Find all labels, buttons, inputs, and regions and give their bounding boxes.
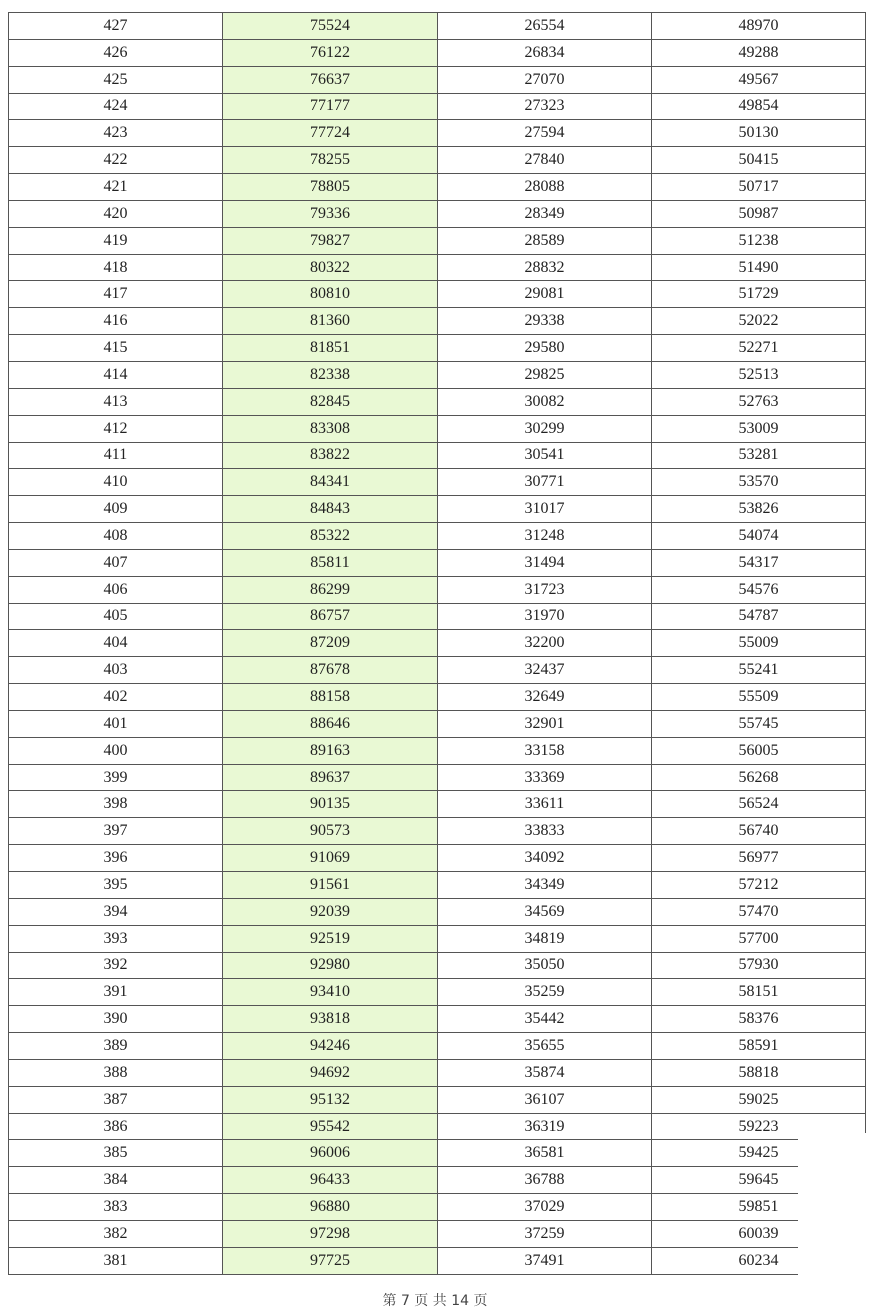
table-cell: 412 — [9, 415, 223, 442]
table-cell: 75524 — [223, 13, 438, 40]
table-row — [9, 1086, 866, 1113]
table-cell: 31248 — [438, 523, 652, 550]
table-cell: 49854 — [652, 93, 866, 120]
table-row — [9, 818, 866, 845]
table-cell: 80322 — [223, 254, 438, 281]
table-cell: 393 — [9, 925, 223, 952]
table-cell: 415 — [9, 335, 223, 362]
table-row — [9, 388, 866, 415]
table-cell: 34819 — [438, 925, 652, 952]
table-cell: 57700 — [652, 925, 866, 952]
table-cell: 59025 — [652, 1086, 866, 1113]
table-cell: 52022 — [652, 308, 866, 335]
table-cell: 31494 — [438, 549, 652, 576]
table-cell: 80810 — [223, 281, 438, 308]
table-cell: 58818 — [652, 1059, 866, 1086]
table-cell: 87209 — [223, 630, 438, 657]
table-cell: 384 — [9, 1167, 223, 1194]
table-cell: 56268 — [652, 764, 866, 791]
table-cell: 34092 — [438, 845, 652, 872]
table-cell: 55509 — [652, 684, 866, 711]
table-cell: 58591 — [652, 1033, 866, 1060]
table-cell: 425 — [9, 66, 223, 93]
table-cell: 56005 — [652, 737, 866, 764]
table-row — [9, 710, 866, 737]
table-cell: 426 — [9, 39, 223, 66]
table-row — [9, 791, 866, 818]
table-row — [9, 1220, 866, 1247]
table-cell: 59851 — [652, 1194, 866, 1221]
table-cell: 49567 — [652, 66, 866, 93]
table-cell: 58151 — [652, 979, 866, 1006]
table-cell: 87678 — [223, 657, 438, 684]
table-cell: 416 — [9, 308, 223, 335]
table-cell: 79336 — [223, 200, 438, 227]
table-cell: 29081 — [438, 281, 652, 308]
table-cell: 89637 — [223, 764, 438, 791]
table-cell: 97298 — [223, 1220, 438, 1247]
table-row — [9, 1140, 866, 1167]
table-cell: 30771 — [438, 469, 652, 496]
table-cell: 32901 — [438, 710, 652, 737]
table-cell: 414 — [9, 361, 223, 388]
table-cell: 35259 — [438, 979, 652, 1006]
table-cell: 27323 — [438, 93, 652, 120]
table-cell: 36319 — [438, 1113, 652, 1140]
table-cell: 386 — [9, 1113, 223, 1140]
table-cell: 57470 — [652, 898, 866, 925]
table-row — [9, 657, 866, 684]
table-cell: 90135 — [223, 791, 438, 818]
table-cell: 50987 — [652, 200, 866, 227]
table-cell: 30541 — [438, 442, 652, 469]
table-cell: 55009 — [652, 630, 866, 657]
table-cell: 91561 — [223, 872, 438, 899]
table-row — [9, 147, 866, 174]
table-cell: 90573 — [223, 818, 438, 845]
table-cell: 88158 — [223, 684, 438, 711]
table-cell: 383 — [9, 1194, 223, 1221]
table-row — [9, 227, 866, 254]
table-cell: 53570 — [652, 469, 866, 496]
table-cell: 53826 — [652, 496, 866, 523]
table-cell: 37259 — [438, 1220, 652, 1247]
table-cell: 31723 — [438, 576, 652, 603]
table-cell: 427 — [9, 13, 223, 40]
table-cell: 424 — [9, 93, 223, 120]
table-row — [9, 442, 866, 469]
table-cell: 399 — [9, 764, 223, 791]
table-cell: 84341 — [223, 469, 438, 496]
table-cell: 59425 — [652, 1140, 866, 1167]
table-cell: 405 — [9, 603, 223, 630]
table-row — [9, 979, 866, 1006]
table-cell: 51490 — [652, 254, 866, 281]
table-cell: 91069 — [223, 845, 438, 872]
table-cell: 81851 — [223, 335, 438, 362]
table-cell: 77724 — [223, 120, 438, 147]
table-row — [9, 200, 866, 227]
table-cell: 26554 — [438, 13, 652, 40]
table-cell: 83308 — [223, 415, 438, 442]
table-cell: 83822 — [223, 442, 438, 469]
table-cell: 401 — [9, 710, 223, 737]
table-cell: 28088 — [438, 174, 652, 201]
table-cell: 34349 — [438, 872, 652, 899]
table-row — [9, 120, 866, 147]
table-cell: 418 — [9, 254, 223, 281]
table-cell: 78255 — [223, 147, 438, 174]
table-cell: 95542 — [223, 1113, 438, 1140]
table-row — [9, 66, 866, 93]
table-cell: 35874 — [438, 1059, 652, 1086]
table-cell: 86299 — [223, 576, 438, 603]
table-cell: 56740 — [652, 818, 866, 845]
table-cell: 382 — [9, 1220, 223, 1247]
table-cell: 53009 — [652, 415, 866, 442]
score-table-body — [9, 13, 866, 1275]
table-row — [9, 1194, 866, 1221]
table-cell: 36581 — [438, 1140, 652, 1167]
table-row — [9, 549, 866, 576]
table-cell: 394 — [9, 898, 223, 925]
table-row — [9, 684, 866, 711]
table-cell: 54317 — [652, 549, 866, 576]
table-cell: 54074 — [652, 523, 866, 550]
table-cell: 56977 — [652, 845, 866, 872]
table-cell: 423 — [9, 120, 223, 147]
table-row — [9, 872, 866, 899]
table-cell: 33833 — [438, 818, 652, 845]
table-cell: 30082 — [438, 388, 652, 415]
table-cell: 391 — [9, 979, 223, 1006]
table-cell: 88646 — [223, 710, 438, 737]
table-cell: 396 — [9, 845, 223, 872]
table-cell: 50717 — [652, 174, 866, 201]
table-cell: 55745 — [652, 710, 866, 737]
table-cell: 398 — [9, 791, 223, 818]
table-cell: 92519 — [223, 925, 438, 952]
table-row — [9, 361, 866, 388]
table-cell: 48970 — [652, 13, 866, 40]
table-row — [9, 952, 866, 979]
table-row — [9, 1247, 866, 1274]
table-cell: 82845 — [223, 388, 438, 415]
table-cell: 34569 — [438, 898, 652, 925]
table-cell: 53281 — [652, 442, 866, 469]
table-cell: 33158 — [438, 737, 652, 764]
table-cell: 421 — [9, 174, 223, 201]
table-cell: 89163 — [223, 737, 438, 764]
table-cell: 79827 — [223, 227, 438, 254]
table-row — [9, 1113, 866, 1140]
table-cell: 402 — [9, 684, 223, 711]
table-cell: 60039 — [652, 1220, 866, 1247]
table-cell: 96006 — [223, 1140, 438, 1167]
page-footer: 第 7 页 共 14 页 — [382, 1293, 488, 1309]
table-cell: 37029 — [438, 1194, 652, 1221]
table-row — [9, 898, 866, 925]
table-cell: 385 — [9, 1140, 223, 1167]
scan-edge — [798, 1133, 870, 1301]
table-cell: 420 — [9, 200, 223, 227]
table-cell: 60234 — [652, 1247, 866, 1274]
table-row — [9, 630, 866, 657]
table-cell: 81360 — [223, 308, 438, 335]
table-cell: 59645 — [652, 1167, 866, 1194]
table-cell: 31970 — [438, 603, 652, 630]
table-cell: 395 — [9, 872, 223, 899]
table-cell: 387 — [9, 1086, 223, 1113]
table-cell: 94246 — [223, 1033, 438, 1060]
table-cell: 76122 — [223, 39, 438, 66]
table-cell: 32200 — [438, 630, 652, 657]
table-row — [9, 576, 866, 603]
table-row — [9, 737, 866, 764]
table-cell: 410 — [9, 469, 223, 496]
table-cell: 30299 — [438, 415, 652, 442]
table-cell: 392 — [9, 952, 223, 979]
table-cell: 85322 — [223, 523, 438, 550]
table-cell: 84843 — [223, 496, 438, 523]
table-row — [9, 13, 866, 40]
table-cell: 32649 — [438, 684, 652, 711]
table-cell: 27594 — [438, 120, 652, 147]
table-cell: 95132 — [223, 1086, 438, 1113]
table-row — [9, 925, 866, 952]
table-cell: 381 — [9, 1247, 223, 1274]
table-cell: 413 — [9, 388, 223, 415]
table-cell: 408 — [9, 523, 223, 550]
table-cell: 35655 — [438, 1033, 652, 1060]
table-cell: 29338 — [438, 308, 652, 335]
table-cell: 33369 — [438, 764, 652, 791]
table-cell: 28349 — [438, 200, 652, 227]
table-cell: 57930 — [652, 952, 866, 979]
table-cell: 50415 — [652, 147, 866, 174]
table-cell: 35050 — [438, 952, 652, 979]
table-cell: 37491 — [438, 1247, 652, 1274]
table-cell: 417 — [9, 281, 223, 308]
score-table — [8, 12, 866, 1275]
table-cell: 409 — [9, 496, 223, 523]
table-cell: 390 — [9, 1006, 223, 1033]
table-cell: 407 — [9, 549, 223, 576]
table-cell: 29825 — [438, 361, 652, 388]
table-cell: 411 — [9, 442, 223, 469]
table-cell: 52763 — [652, 388, 866, 415]
table-cell: 52513 — [652, 361, 866, 388]
table-row — [9, 845, 866, 872]
table-cell: 93818 — [223, 1006, 438, 1033]
table-cell: 76637 — [223, 66, 438, 93]
table-cell: 52271 — [652, 335, 866, 362]
table-cell: 400 — [9, 737, 223, 764]
table-cell: 50130 — [652, 120, 866, 147]
table-cell: 28589 — [438, 227, 652, 254]
table-cell: 32437 — [438, 657, 652, 684]
table-cell: 96880 — [223, 1194, 438, 1221]
table-cell: 54576 — [652, 576, 866, 603]
table-cell: 96433 — [223, 1167, 438, 1194]
table-cell: 49288 — [652, 39, 866, 66]
table-row — [9, 1059, 866, 1086]
table-row — [9, 254, 866, 281]
table-cell: 36788 — [438, 1167, 652, 1194]
table-cell: 51729 — [652, 281, 866, 308]
table-cell: 85811 — [223, 549, 438, 576]
table-row — [9, 764, 866, 791]
table-cell: 27070 — [438, 66, 652, 93]
table-cell: 388 — [9, 1059, 223, 1086]
table-row — [9, 39, 866, 66]
table-cell: 59223 — [652, 1113, 866, 1140]
table-cell: 33611 — [438, 791, 652, 818]
table-row — [9, 1033, 866, 1060]
table-cell: 397 — [9, 818, 223, 845]
table-cell: 97725 — [223, 1247, 438, 1274]
table-row — [9, 1167, 866, 1194]
table-cell: 92039 — [223, 898, 438, 925]
table-cell: 403 — [9, 657, 223, 684]
table-row — [9, 469, 866, 496]
table-cell: 404 — [9, 630, 223, 657]
table-row — [9, 335, 866, 362]
table-row — [9, 281, 866, 308]
table-row — [9, 174, 866, 201]
table-cell: 93410 — [223, 979, 438, 1006]
table-row — [9, 603, 866, 630]
table-cell: 419 — [9, 227, 223, 254]
table-cell: 28832 — [438, 254, 652, 281]
table-cell: 55241 — [652, 657, 866, 684]
table-cell: 92980 — [223, 952, 438, 979]
table-row — [9, 93, 866, 120]
table-cell: 406 — [9, 576, 223, 603]
table-row — [9, 308, 866, 335]
table-cell: 36107 — [438, 1086, 652, 1113]
table-cell: 31017 — [438, 496, 652, 523]
table-cell: 35442 — [438, 1006, 652, 1033]
table-cell: 27840 — [438, 147, 652, 174]
table-row — [9, 1006, 866, 1033]
table-cell: 58376 — [652, 1006, 866, 1033]
table-cell: 77177 — [223, 93, 438, 120]
table-cell: 51238 — [652, 227, 866, 254]
table-cell: 86757 — [223, 603, 438, 630]
table-cell: 56524 — [652, 791, 866, 818]
table-cell: 26834 — [438, 39, 652, 66]
table-row — [9, 415, 866, 442]
table-row — [9, 496, 866, 523]
table-cell: 94692 — [223, 1059, 438, 1086]
table-cell: 389 — [9, 1033, 223, 1060]
table-cell: 422 — [9, 147, 223, 174]
table-cell: 29580 — [438, 335, 652, 362]
table-cell: 54787 — [652, 603, 866, 630]
table-cell: 57212 — [652, 872, 866, 899]
table-cell: 82338 — [223, 361, 438, 388]
table-row — [9, 523, 866, 550]
table-cell: 78805 — [223, 174, 438, 201]
